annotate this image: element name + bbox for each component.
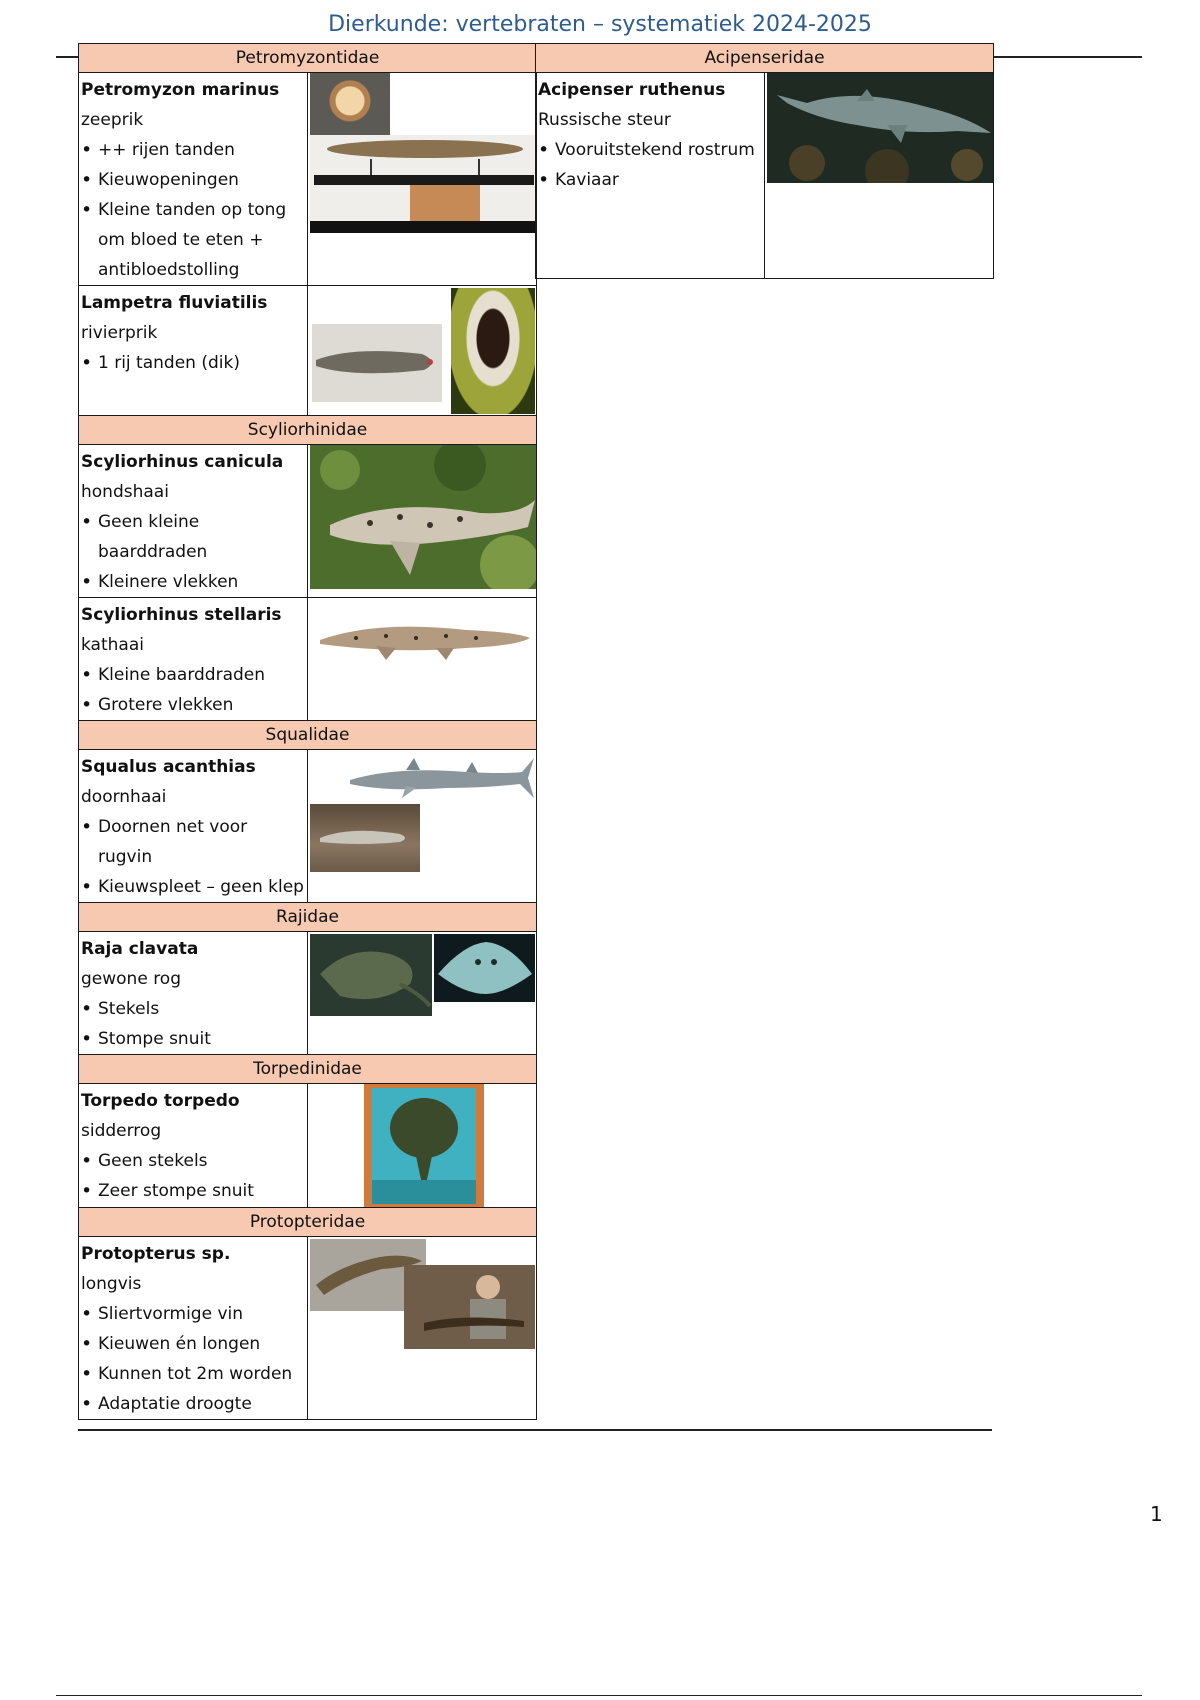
river-lamprey-mouth-photo bbox=[451, 288, 535, 414]
common-name: kathaai bbox=[81, 635, 144, 655]
header-rule-left bbox=[56, 56, 78, 58]
bullet-item: • Doornen net voor rugvin bbox=[81, 812, 305, 872]
river-lamprey-drawing bbox=[312, 324, 442, 402]
thornback-ray-drawing bbox=[310, 934, 432, 1016]
bullet-item: • Stekels bbox=[81, 994, 305, 1024]
scientific-name: Torpedo torpedo bbox=[81, 1091, 240, 1111]
taxonomy-table-left bbox=[78, 43, 537, 1420]
sterlet-photo bbox=[767, 73, 994, 183]
species-acipenser-ruthenus bbox=[536, 73, 765, 279]
scientific-name: Squalus acanthias bbox=[81, 757, 256, 777]
family-header-petromyzontidae: Petromyzontidae bbox=[79, 44, 537, 73]
family-header-torpedinidae: Torpedinidae bbox=[79, 1055, 537, 1084]
photo-cell-stellaris bbox=[308, 598, 537, 721]
scientific-name: Lampetra fluviatilis bbox=[81, 293, 268, 313]
scientific-name: Protopterus sp. bbox=[81, 1244, 231, 1264]
species-petromyzon-marinus bbox=[79, 73, 308, 286]
catshark-underwater-drawing bbox=[310, 445, 537, 589]
nursehound-photo bbox=[316, 610, 532, 666]
common-name: sidderrog bbox=[81, 1121, 162, 1141]
species-raja-clavata bbox=[79, 932, 308, 1055]
sterlet-underwater-drawing bbox=[767, 73, 994, 183]
photo-cell-torpedo bbox=[308, 1084, 537, 1208]
lungfish-with-person-photo bbox=[404, 1265, 535, 1349]
bullet-item: • 1 rij tanden (dik) bbox=[81, 348, 305, 378]
common-name: Russische steur bbox=[538, 110, 671, 130]
bullet-item: • Kieuwspleet – geen klep bbox=[81, 872, 305, 902]
bullet-item: • Geen stekels bbox=[81, 1146, 305, 1176]
family-header-squalidae: Squalidae bbox=[79, 721, 537, 750]
thornback-ray-underside-photo bbox=[434, 934, 535, 1002]
document-title: Dierkunde: vertebraten – systematiek 2024-2025 bbox=[328, 12, 872, 37]
bullet-item: • ++ rijen tanden bbox=[81, 135, 305, 165]
sea-lamprey-mouth-photo bbox=[310, 73, 390, 135]
bullet-item: • Kaviaar bbox=[538, 165, 762, 195]
scientific-name: Petromyzon marinus bbox=[81, 80, 280, 100]
sea-lamprey-specimen-photo bbox=[310, 135, 537, 233]
bullet-item: • Kleine tanden op tong om bloed te eten + antibloedstolling bbox=[81, 195, 305, 285]
common-name: zeeprik bbox=[81, 110, 144, 130]
electric-ray-specimen-drawing bbox=[364, 1084, 484, 1208]
common-name: longvis bbox=[81, 1274, 142, 1294]
bullet-item: • Sliertvormige vin bbox=[81, 1299, 305, 1329]
river-lamprey-photo bbox=[312, 324, 442, 402]
family-header-rajidae: Rajidae bbox=[79, 903, 537, 932]
bullet-item: • Zeer stompe snuit bbox=[81, 1176, 305, 1206]
small-spotted-catshark-photo bbox=[310, 445, 537, 589]
species-protopterus bbox=[79, 1237, 308, 1420]
header-rule-right bbox=[990, 56, 1142, 58]
photo-cell-canicula bbox=[308, 445, 537, 598]
bullet-item: • Vooruitstekend rostrum bbox=[538, 135, 762, 165]
common-name: rivierprik bbox=[81, 323, 158, 343]
electric-ray-jar-photo bbox=[364, 1084, 484, 1208]
spiny-dogfish-illustration bbox=[346, 752, 536, 804]
footer-rule bbox=[78, 1429, 992, 1431]
page-bottom-rule bbox=[56, 1695, 1142, 1696]
thornback-ray-photo bbox=[310, 934, 432, 1016]
family-header-acipenseridae: Acipenseridae bbox=[536, 44, 994, 73]
common-name: hondshaai bbox=[81, 482, 169, 502]
photo-cell-raja bbox=[308, 932, 537, 1055]
scientific-name: Raja clavata bbox=[81, 939, 199, 959]
scientific-name: Scyliorhinus canicula bbox=[81, 452, 284, 472]
bullet-item: • Stompe snuit bbox=[81, 1024, 305, 1054]
species-lampetra-fluviatilis bbox=[79, 286, 308, 416]
person-holding-lungfish-drawing bbox=[404, 1265, 535, 1349]
ray-underside-drawing bbox=[434, 934, 535, 1002]
photo-cell-acipenser bbox=[765, 73, 994, 279]
species-scyliorhinus-stellaris bbox=[79, 598, 308, 721]
common-name: gewone rog bbox=[81, 969, 181, 989]
family-header-scyliorhinidae: Scyliorhinidae bbox=[79, 416, 537, 445]
page-number: 1 bbox=[1150, 1502, 1163, 1526]
bullet-item: • Kunnen tot 2m worden bbox=[81, 1359, 305, 1389]
bullet-item: • Adaptatie droogte bbox=[81, 1389, 305, 1419]
photo-cell-lampetra bbox=[308, 286, 537, 416]
family-header-protopteridae: Protopteridae bbox=[79, 1208, 537, 1237]
spiny-dogfish-drawing bbox=[346, 752, 536, 804]
taxonomy-table-right bbox=[535, 43, 994, 279]
photo-cell-protopterus bbox=[308, 1237, 537, 1420]
bullet-item: • Kieuwen én longen bbox=[81, 1329, 305, 1359]
bullet-item: • Kleine baarddraden bbox=[81, 660, 305, 690]
bullet-item: • Geen kleine baarddraden bbox=[81, 507, 305, 567]
species-scyliorhinus-canicula bbox=[79, 445, 308, 598]
dogfish-seabed-drawing bbox=[310, 804, 420, 872]
scientific-name: Acipenser ruthenus bbox=[538, 80, 726, 100]
species-squalus-acanthias bbox=[79, 750, 308, 903]
scientific-name: Scyliorhinus stellaris bbox=[81, 605, 282, 625]
spiny-dogfish-photo bbox=[310, 804, 420, 872]
bullet-item: • Kieuwopeningen bbox=[81, 165, 305, 195]
species-torpedo-torpedo bbox=[79, 1084, 308, 1208]
lamprey-model-drawing bbox=[310, 135, 537, 233]
bullet-item: • Kleinere vlekken bbox=[81, 567, 305, 597]
photo-cell-petromyzon bbox=[308, 73, 537, 286]
photo-cell-squalus bbox=[308, 750, 537, 903]
nursehound-drawing bbox=[316, 610, 532, 666]
bullet-item: • Grotere vlekken bbox=[81, 690, 305, 720]
common-name: doornhaai bbox=[81, 787, 167, 807]
